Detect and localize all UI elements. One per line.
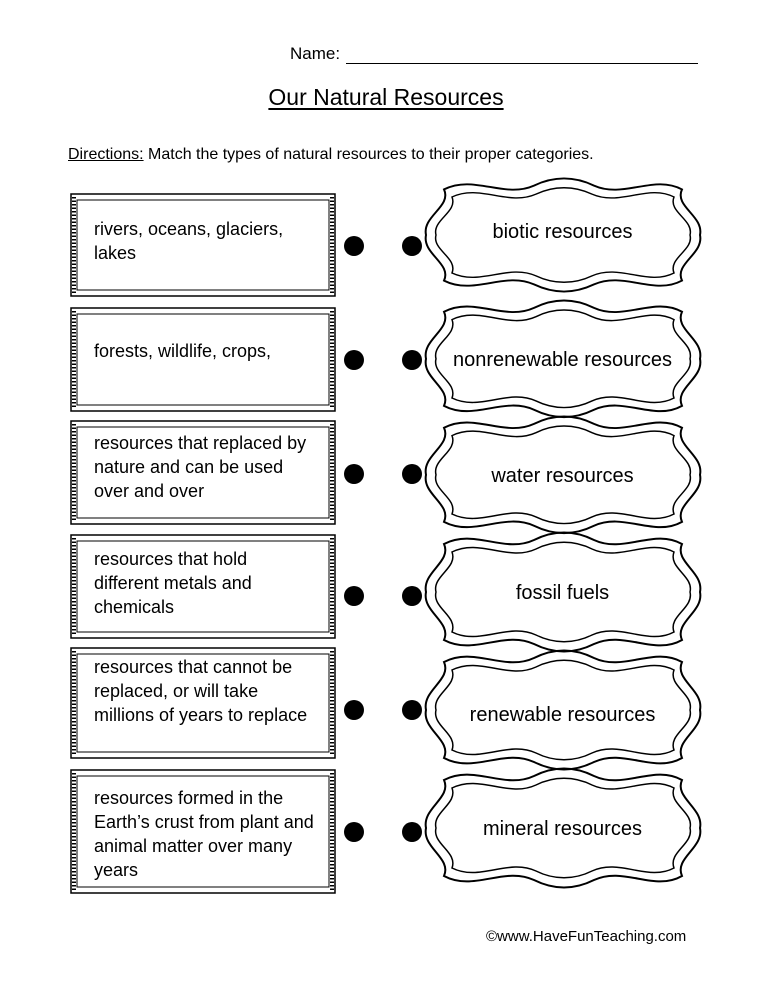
directions-label: Directions: [68, 146, 144, 163]
name-label: Name: [290, 44, 341, 63]
left-item-text-6: resources formed in the Earth’s crust from plant and animal matter over many years [94, 788, 314, 880]
left-item-text-3: resources that replaced by nature and can be used over and over [94, 433, 307, 501]
right-item-label-6: mineral resources [483, 817, 642, 840]
page-title: Our Natural Resources [268, 84, 504, 110]
right-item-label-4: fossil fuels [515, 581, 610, 604]
right-item-label-2: nonrenewable resources [452, 348, 673, 371]
right-item-label-3: water resources [491, 464, 634, 487]
right-item-label-5: renewable resources [469, 703, 656, 726]
left-item-text-2: forests, wildlife, crops, [94, 341, 272, 361]
right-item-label-1: biotic resources [492, 220, 633, 243]
copyright-footer: ©www.HaveFunTeaching.com [486, 928, 687, 945]
left-item-text-4: resources that hold different metals and chemicals [94, 549, 252, 617]
left-item-text-5: resources that cannot be replaced, or will take millions of years to replace [94, 657, 308, 725]
left-item-text-1: rivers, oceans, glaciers, lakes [94, 219, 284, 263]
directions-text: Match the types of natural resources to their proper categories. [148, 146, 594, 163]
